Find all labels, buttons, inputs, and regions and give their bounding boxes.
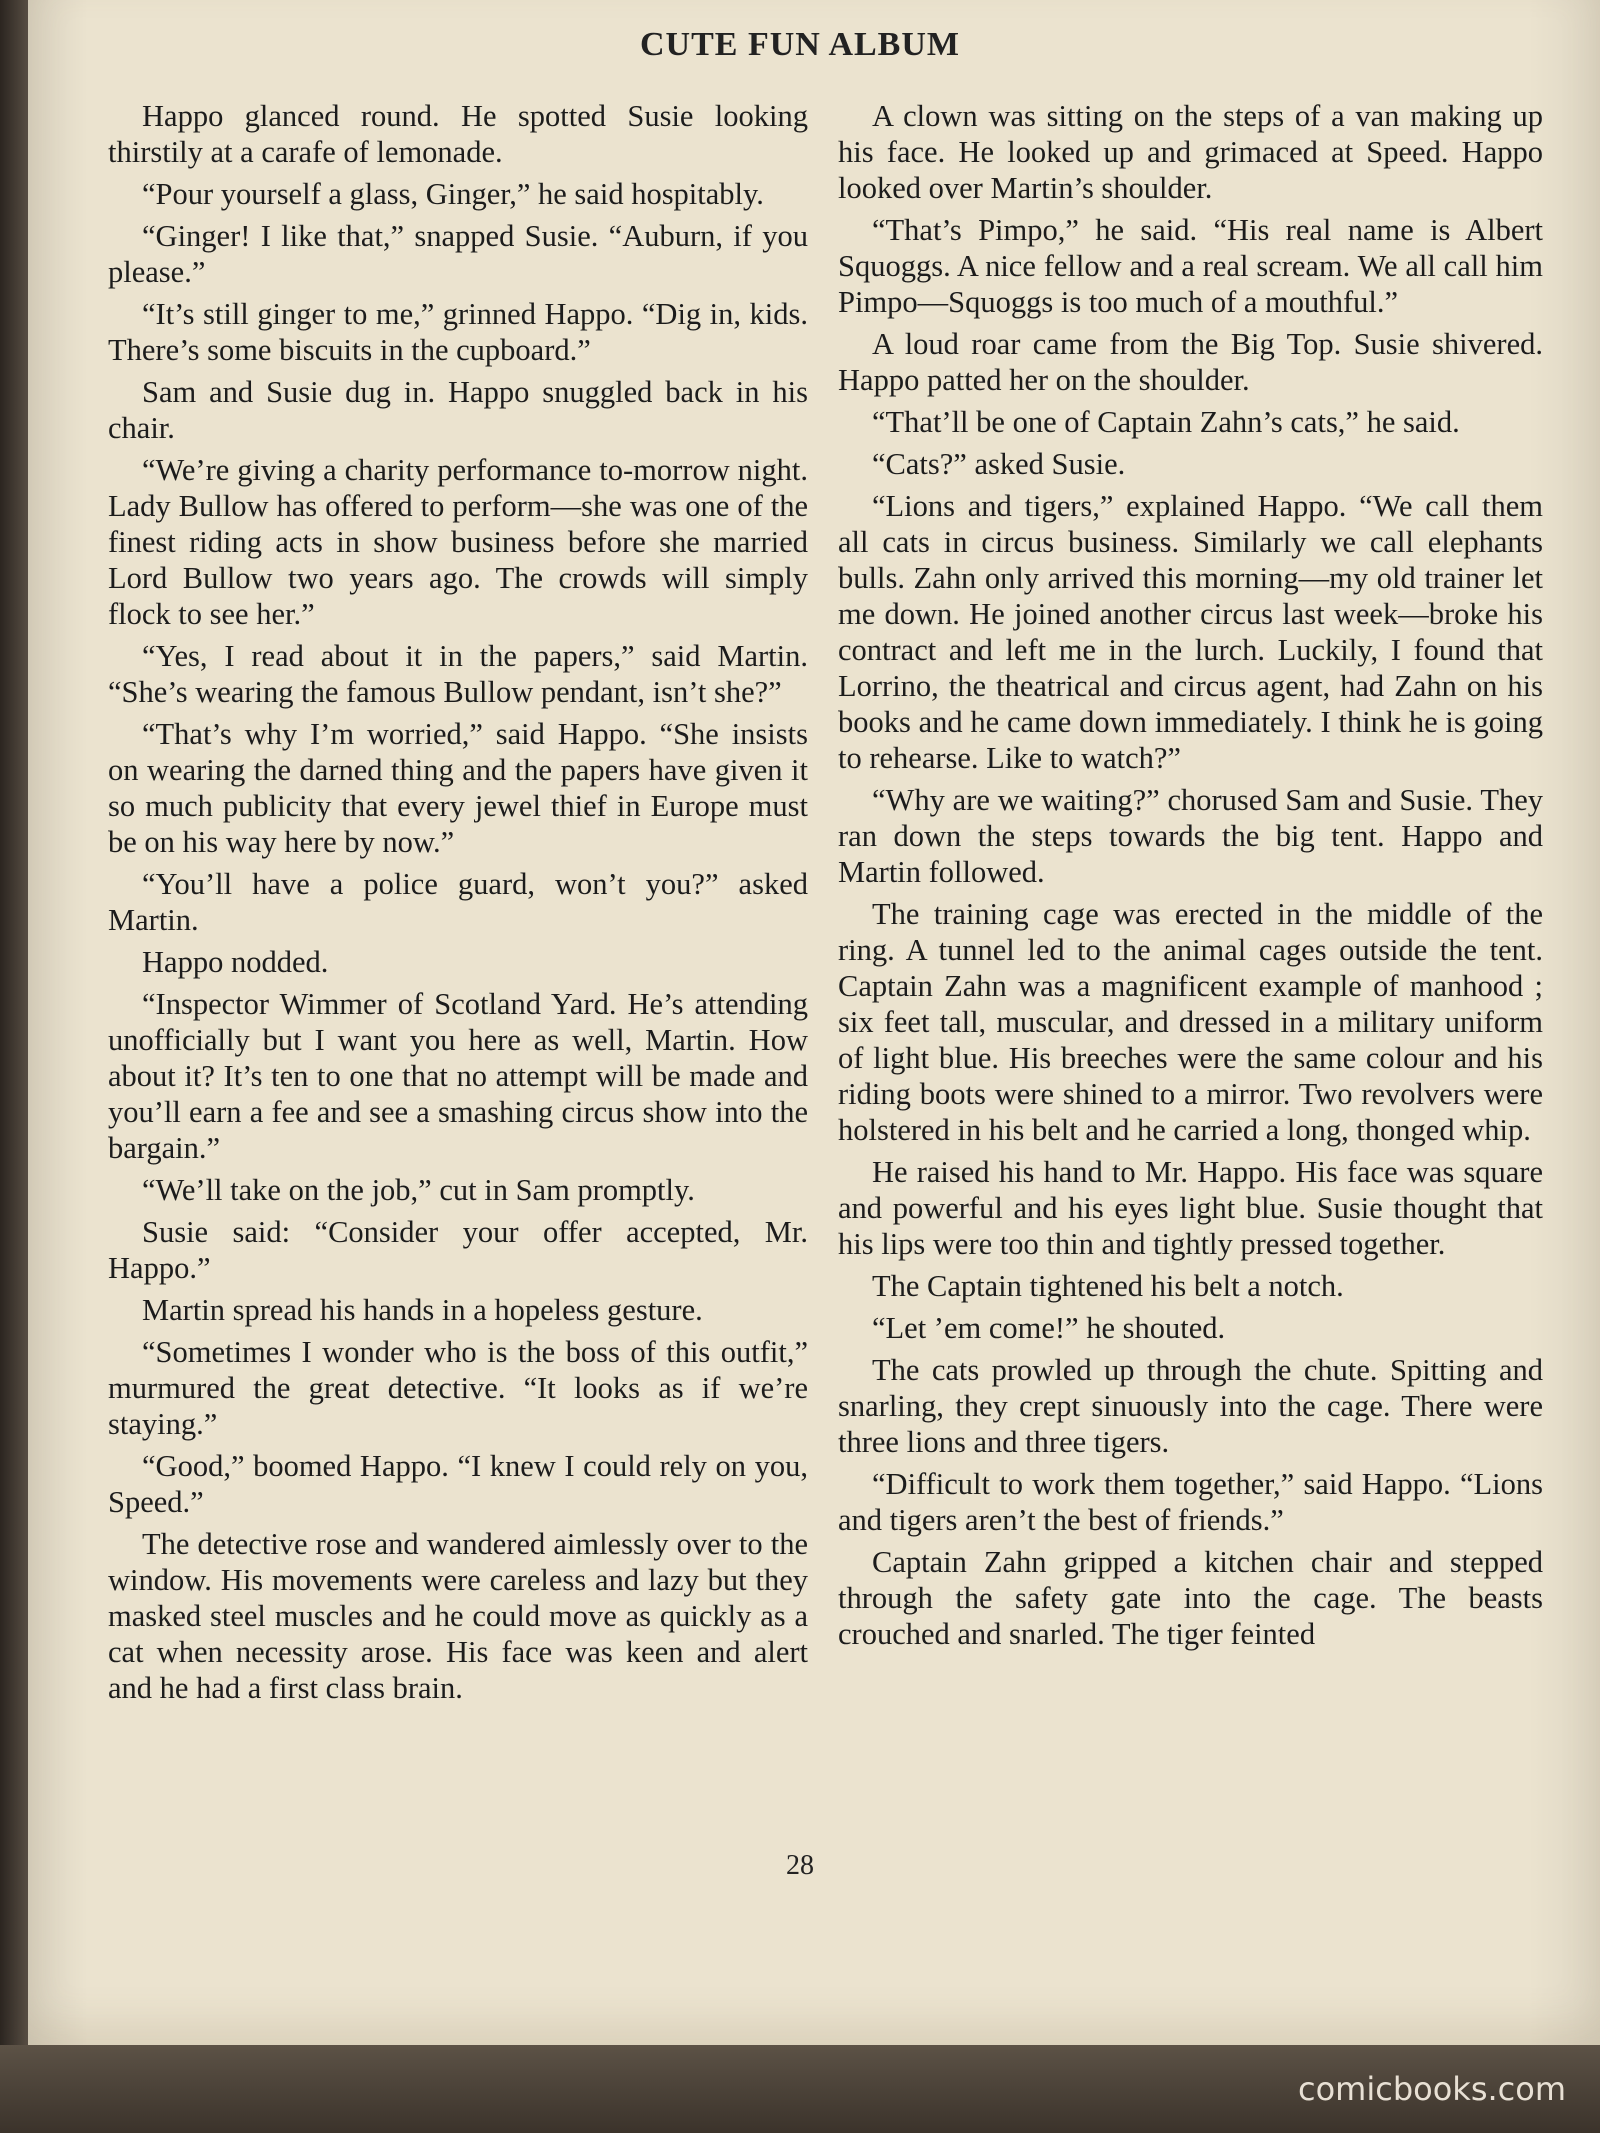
paragraph: “Difficult to work them together,” said Happo. “Lions and tigers aren’t the best of friends.” [838,1467,1543,1537]
paragraph: A clown was sitting on the steps of a van making up his face. He looked up and grimaced at Speed. Happo looked over Martin’s shoulder. [838,99,1543,205]
paragraph: The training cage was erected in the middle of the ring. A tunnel led to the animal cages outside the tent. Captain Zahn was a magnificent example of manhood ; six feet tall, muscular, and dressed in a military uniform of light blue. His breeches were the same colour and his riding boots were shined to a mirror. Two revolvers were holstered in his belt and he carried a long, thonged whip. [838,897,1543,1147]
paragraph: “Sometimes I wonder who is the boss of this outfit,” murmured the great detective. “It looks as if we’re staying.” [108,1335,808,1441]
paragraph: The cats prowled up through the chute. Spitting and snarling, they crept sinuously into the cage. There were three lions and three tigers. [838,1353,1543,1459]
paragraph: Happo nodded. [142,945,329,979]
paragraph: “Good,” boomed Happo. “I knew I could rely on you, Speed.” [108,1449,808,1519]
watermark: comicbooks.com [1297,2070,1566,2108]
paragraph: “Let ’em come!” he shouted. [872,1311,1226,1345]
paragraph: “That’s Pimpo,” he said. “His real name is Albert Squoggs. A nice fellow and a real scream. We all call him Pimpo—Squoggs is too much of a mouthful.” [838,213,1543,319]
left-column [108,98,808,1818]
paragraph: Captain Zahn gripped a kitchen chair and stepped through the safety gate into the cage. The beasts crouched and snarled. The tiger feinted [838,1545,1543,1651]
paragraph: “Inspector Wimmer of Scotland Yard. He’s attending unofficially but I want you here as well, Martin. How about it? It’s ten to one that no attempt will be made and you’ll earn a fee and see a smashing circus show into the bargain.” [108,987,808,1165]
paragraph: The detective rose and wandered aimlessly over to the window. His movements were careless and lazy but they masked steel muscles and he could move as quickly as a cat when necessity arose. His face was keen and alert and he had a first class brain. [108,1527,808,1705]
paragraph: “That’ll be one of Captain Zahn’s cats,” he said. [872,405,1460,439]
paragraph: “We’ll take on the job,” cut in Sam promptly. [142,1173,695,1207]
paragraph: A loud roar came from the Big Top. Susie shivered. Happo patted her on the shoulder. [838,327,1543,397]
paragraph: “Cats?” asked Susie. [872,447,1126,481]
paragraph: Sam and Susie dug in. Happo snuggled back in his chair. [108,375,808,445]
paragraph: Susie said: “Consider your offer accepted, Mr. Happo.” [108,1215,808,1285]
paragraph: “Lions and tigers,” explained Happo. “We call them all cats in circus business. Similarly we call elephants bulls. Zahn only arrived this morning—my old trainer let me down. He joined another circus last week—broke his contract and left me in the lurch. Luckily, I found that Lorrino, the theatrical and circus agent, had Zahn on his books and he came down immediately. I think he is going to rehearse. Like to watch?” [838,489,1543,775]
paragraph: He raised his hand to Mr. Happo. His face was square and powerful and his eyes light blue. Susie thought that his lips were too thin and tightly pressed together. [838,1155,1543,1261]
paragraph: The Captain tightened his belt a notch. [872,1269,1344,1303]
page-number: 28 [786,1850,814,1881]
scan-left-shadow [0,0,30,2133]
paragraph: “Ginger! I like that,” snapped Susie. “Auburn, if you please.” [108,219,808,289]
paragraph: “Pour yourself a glass, Ginger,” he said hospitably. [142,177,764,211]
paragraph: “It’s still ginger to me,” grinned Happo. “Dig in, kids. There’s some biscuits in the cupboard.” [108,297,808,367]
running-head: CUTE FUN ALBUM [639,26,961,63]
paragraph: Happo glanced round. He spotted Susie looking thirstily at a carafe of lemonade. [108,99,808,169]
right-column [838,98,1543,1818]
paragraph: Martin spread his hands in a hopeless gesture. [142,1293,703,1327]
paragraph: “That’s why I’m worried,” said Happo. “She insists on wearing the darned thing and the papers have given it so much publicity that every jewel thief in Europe must be on his way here by now.” [108,717,808,859]
paragraph: “We’re giving a charity performance to-morrow night. Lady Bullow has offered to perform—she was one of the finest riding acts in show business before she married Lord Bullow two years ago. The crowds will simply flock to see her.” [108,453,808,631]
paragraph: “Yes, I read about it in the papers,” said Martin. “She’s wearing the famous Bullow pendant, isn’t she?” [108,639,808,709]
paragraph: “Why are we waiting?” chorused Sam and Susie. They ran down the steps towards the big tent. Happo and Martin followed. [838,783,1543,889]
paragraph: “You’ll have a police guard, won’t you?” asked Martin. [108,867,808,937]
